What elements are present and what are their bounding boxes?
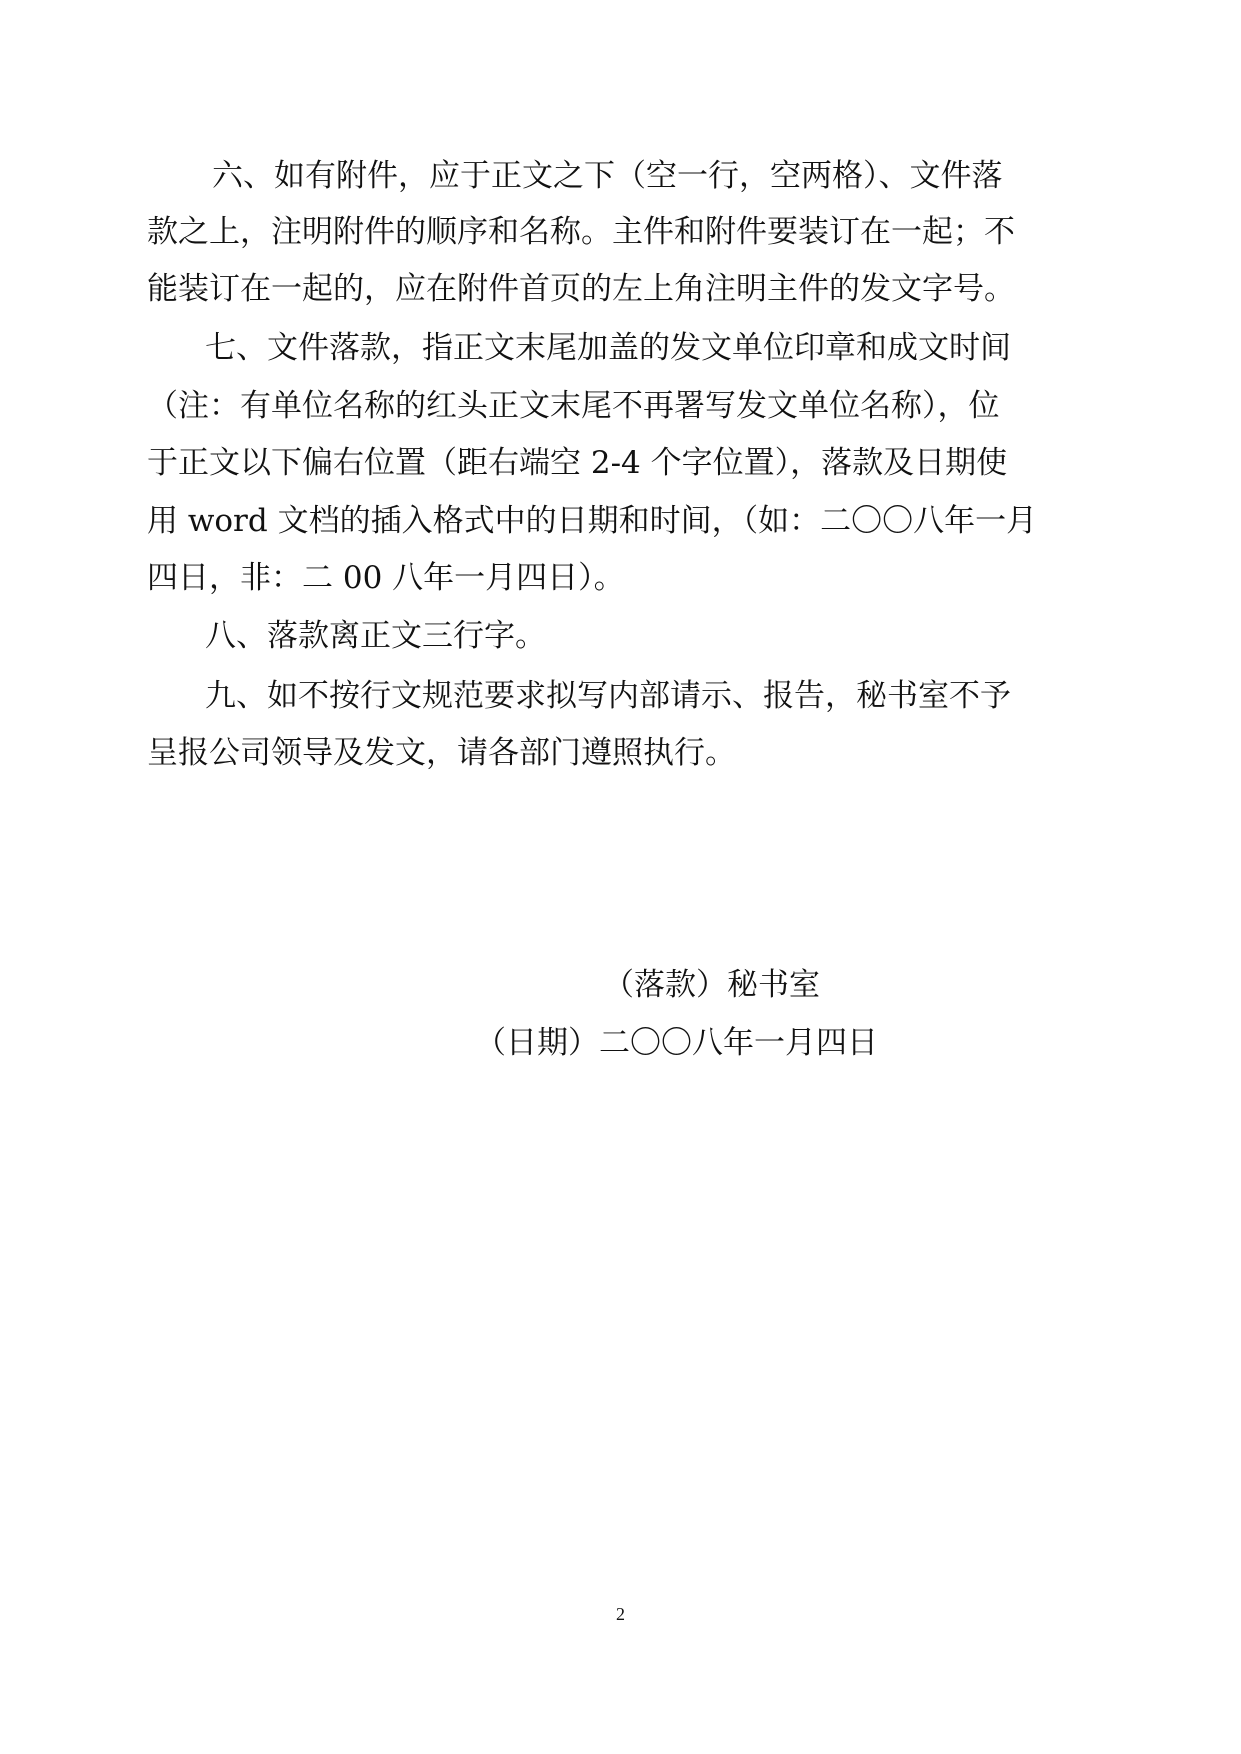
page-number: 2: [616, 1604, 625, 1624]
section-6-line-1: 六、如有附件，应于正文之下（空一行，空两格）、文件落: [212, 158, 1003, 194]
signature-issuer: （落款）秘书室: [603, 967, 820, 1003]
section-7-line-3: 于正文以下偏右位置（距右端空 2-4 个字位置），落款及日期使: [147, 445, 1008, 481]
section-9-line-1: 九、如不按行文规范要求拟写内部请示、报告，秘书室不予: [205, 678, 1011, 714]
section-7-line-5: 四日，非：二 00 八年一月四日）。: [147, 560, 625, 596]
section-7-line-2: （注：有单位名称的红头正文末尾不再署写发文单位名称），位: [147, 388, 1000, 424]
section-8-line-1: 八、落款离正文三行字。: [205, 618, 546, 654]
section-6-line-2: 款之上，注明附件的顺序和名称。主件和附件要装订在一起；不: [147, 214, 1015, 250]
section-7-line-1: 七、文件落款，指正文末尾加盖的发文单位印章和成文时间: [205, 330, 1011, 366]
signature-date: （日期）二〇〇八年一月四日: [475, 1025, 878, 1061]
section-6-line-3: 能装订在一起的，应在附件首页的左上角注明主件的发文字号。: [147, 271, 1015, 307]
section-9-line-2: 呈报公司领导及发文，请各部门遵照执行。: [147, 735, 736, 771]
section-7-line-4: 用 word 文档的插入格式中的日期和时间，（如：二〇〇八年一月: [147, 503, 1038, 539]
